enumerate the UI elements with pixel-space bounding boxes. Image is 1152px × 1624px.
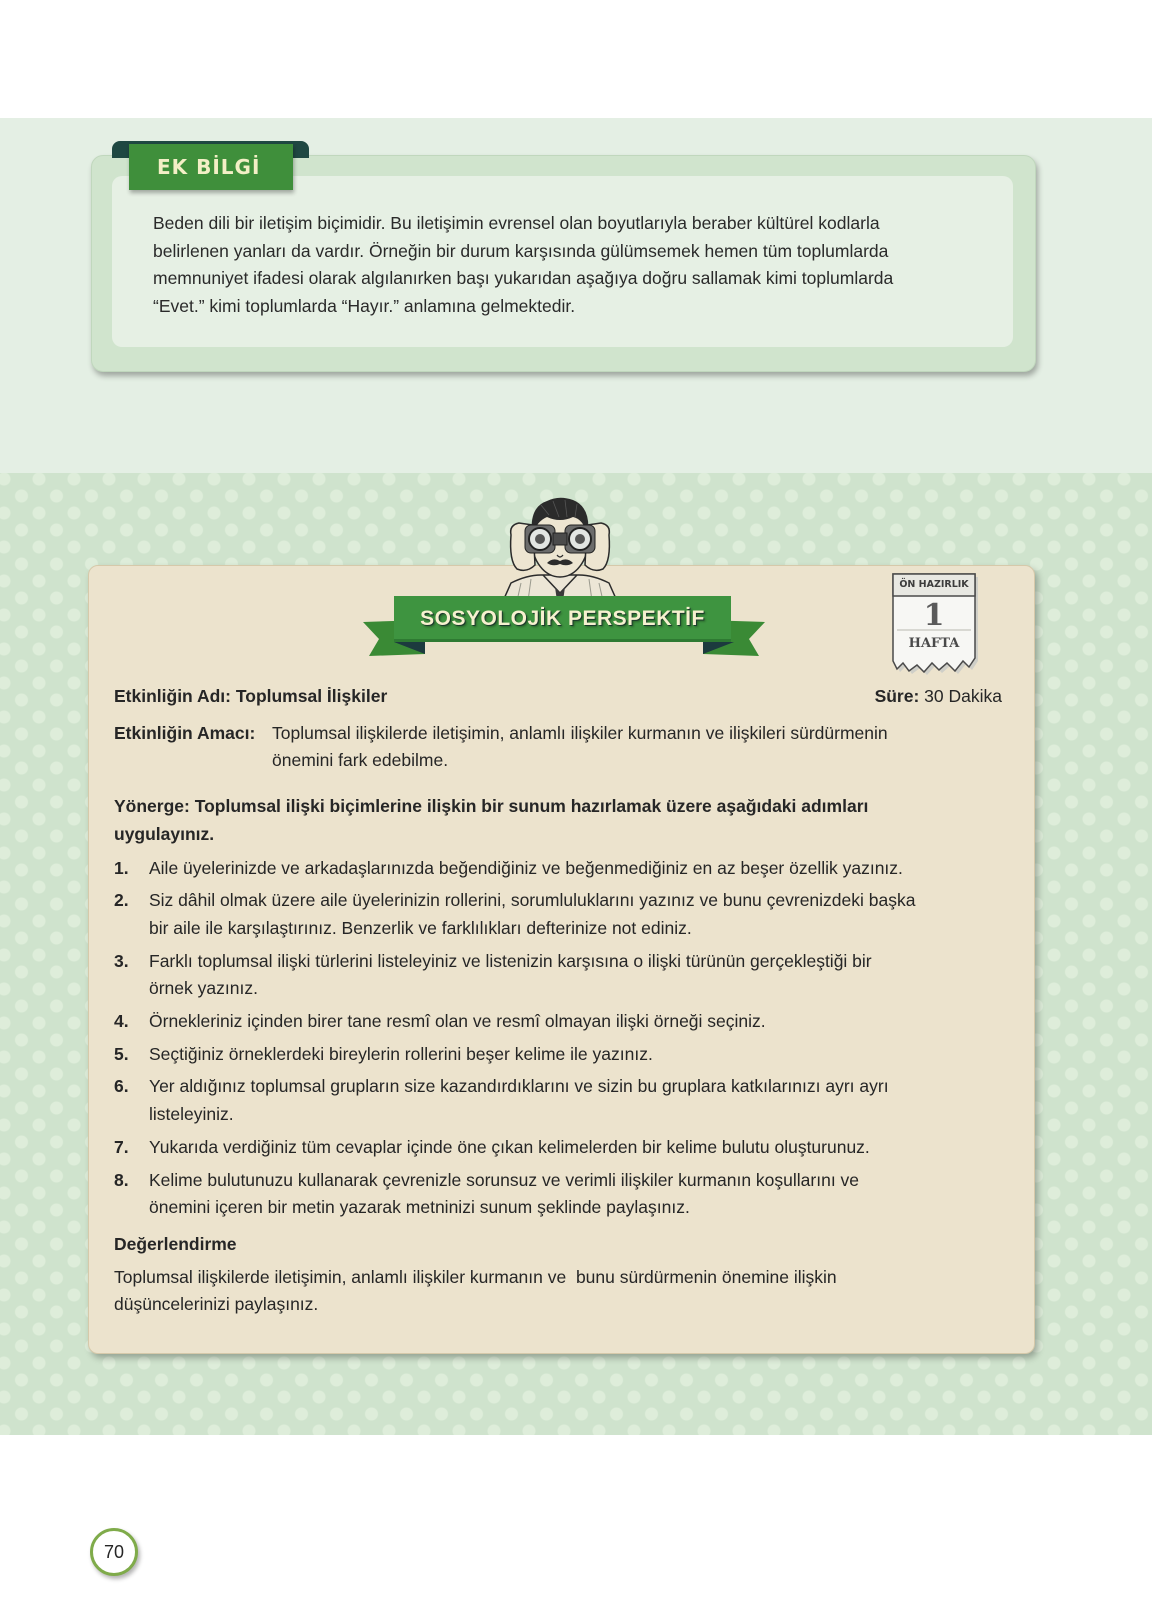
ek-bilgi-content-panel	[112, 176, 1013, 347]
step-text	[149, 1167, 859, 1222]
ek-bilgi-text-line: Beden dili bir iletişim biçimidir. Bu iletişimin evrensel olan boyutlarıyla beraber kültürel kodlarla	[153, 213, 880, 233]
evaluation-text	[114, 1264, 1024, 1319]
step-text-line: Kelime bulutunuzu kullanarak çevrenizle sorunsuz ve verimli ilişkiler kurmanın koşullarını ve	[149, 1169, 860, 1190]
step-text	[149, 1073, 889, 1128]
step-text-line: Yukarıda verdiğiniz tüm cevaplar içinde öne çıkan kelimelerden bir kelime bulutu oluşturunuz.	[149, 1136, 870, 1157]
activity-header-row	[114, 683, 1024, 711]
evaluation-text-line: düşüncelerinizi paylaşınız.	[114, 1294, 319, 1315]
ek-bilgi-text-line: memnuniyet ifadesi olarak algılanırken başı yukarıdan aşağıya doğru sallamak kimi toplumlarda	[153, 268, 894, 289]
step-text-line: Yer aldığınız toplumsal grupların size kazandırdıklarını ve sizin bu gruplara katkılarınızı ayrı ayrı	[149, 1076, 889, 1097]
step-text-line: önemini içeren bir metin yazarak metninizi sunum şeklinde paylaşınız.	[149, 1197, 690, 1218]
step-item	[114, 855, 1024, 883]
step-text-line: listeleyiniz.	[149, 1104, 234, 1125]
duration-value: 30 Dakika	[924, 686, 1002, 706]
step-text-line: Farklı toplumsal ilişki türlerini listeleyiniz ve listenizin karşısına o ilişki türünün gerçekleştiği bir	[149, 950, 872, 971]
step-item	[114, 1167, 1024, 1222]
step-text	[149, 1134, 870, 1162]
activity-name-label: Etkinliğin Adı:	[114, 686, 231, 706]
step-item	[114, 887, 1024, 942]
purpose-label: Etkinliğin Amacı:	[114, 722, 256, 743]
step-item	[114, 1073, 1024, 1128]
instruction-text	[114, 793, 1024, 848]
calendar-header-label: ÖN HAZIRLIK	[899, 579, 969, 590]
purpose-text-line: Toplumsal ilişkilerde iletişimin, anlamlı ilişkiler kurmanın ve ilişkileri sürdürmenin	[272, 722, 888, 743]
step-number: 4.	[114, 1011, 129, 1032]
evaluation-title: Değerlendirme	[114, 1233, 237, 1254]
step-text	[149, 1008, 766, 1036]
step-number: 1.	[114, 857, 129, 878]
step-number: 2.	[114, 890, 129, 911]
activity-content	[114, 683, 1024, 1319]
page-number: 70	[90, 1528, 138, 1576]
step-text-line: bir aile ile karşılaştırınız. Benzerlik ve farklılıkları defterinize not ediniz.	[149, 917, 692, 938]
step-item	[114, 948, 1024, 1003]
step-text	[149, 855, 903, 883]
step-item	[114, 1134, 1024, 1162]
ek-bilgi-text-line: belirlenen yanları da vardır. Örneğin bir durum karşısında gülümsemek hemen tüm toplumlarda	[153, 240, 889, 261]
step-item	[114, 1008, 1024, 1036]
step-number: 5.	[114, 1043, 129, 1064]
step-text-line: örnek yazınız.	[149, 978, 258, 999]
step-text	[149, 887, 915, 942]
step-text	[149, 1041, 653, 1069]
step-text-line: Seçtiğiniz örneklerdeki bireylerin rollerini beşer kelime ile yazınız.	[149, 1043, 653, 1064]
step-number: 8.	[114, 1169, 129, 1190]
step-item	[114, 1041, 1024, 1069]
calendar-icon	[889, 572, 979, 676]
purpose-text-line: önemini fark edebilme.	[272, 750, 449, 771]
step-number: 7.	[114, 1136, 129, 1157]
activity-duration	[875, 683, 1024, 711]
step-text	[149, 948, 872, 1003]
instruction-text-line: Yönerge: Toplumsal ilişki biçimlerine ilişkin bir sunum hazırlamak üzere aşağıdaki adımları	[114, 796, 869, 817]
binoculars-character-illustration	[497, 495, 623, 601]
step-number: 3.	[114, 950, 129, 971]
evaluation-text-line: Toplumsal ilişkilerde iletişimin, anlamlı ilişkiler kurmanın ve bunu sürdürmenin önemine ilişkin	[114, 1266, 837, 1287]
activity-purpose	[114, 720, 1024, 775]
activity-name-value: Toplumsal İlişkiler	[235, 686, 388, 706]
ek-bilgi-text	[153, 210, 893, 321]
duration-label: Süre:	[874, 686, 920, 706]
calendar-week-number: 1	[923, 598, 945, 633]
purpose-text	[272, 720, 888, 775]
activity-name	[114, 683, 387, 711]
step-text-line: Siz dâhil olmak üzere aile üyelerinizin rollerini, sorumluluklarını yazınız ve bunu çevrenizdeki başka	[149, 890, 916, 911]
steps-list	[114, 855, 1024, 1222]
instruction-text-line: uygulayınız.	[114, 823, 215, 844]
banner-title: SOSYOLOJİK PERSPEKTİF	[420, 607, 705, 630]
sosyolojik-perspektif-banner	[363, 596, 765, 656]
calendar-week-label: HAFTA	[908, 636, 960, 651]
ek-bilgi-title-tab: EK BİLGİ	[129, 144, 293, 190]
step-number: 6.	[114, 1076, 129, 1097]
step-text-line: Aile üyelerinizde ve arkadaşlarınızda beğendiğiniz ve beğenmediğiniz en az beşer özellik yazınız.	[149, 857, 903, 878]
ek-bilgi-text-line: “Evet.” kimi toplumlarda “Hayır.” anlamına gelmektedir.	[153, 296, 576, 317]
step-text-line: Örnekleriniz içinden birer tane resmî olan ve resmî olmayan ilişki örneği seçiniz.	[149, 1011, 766, 1032]
